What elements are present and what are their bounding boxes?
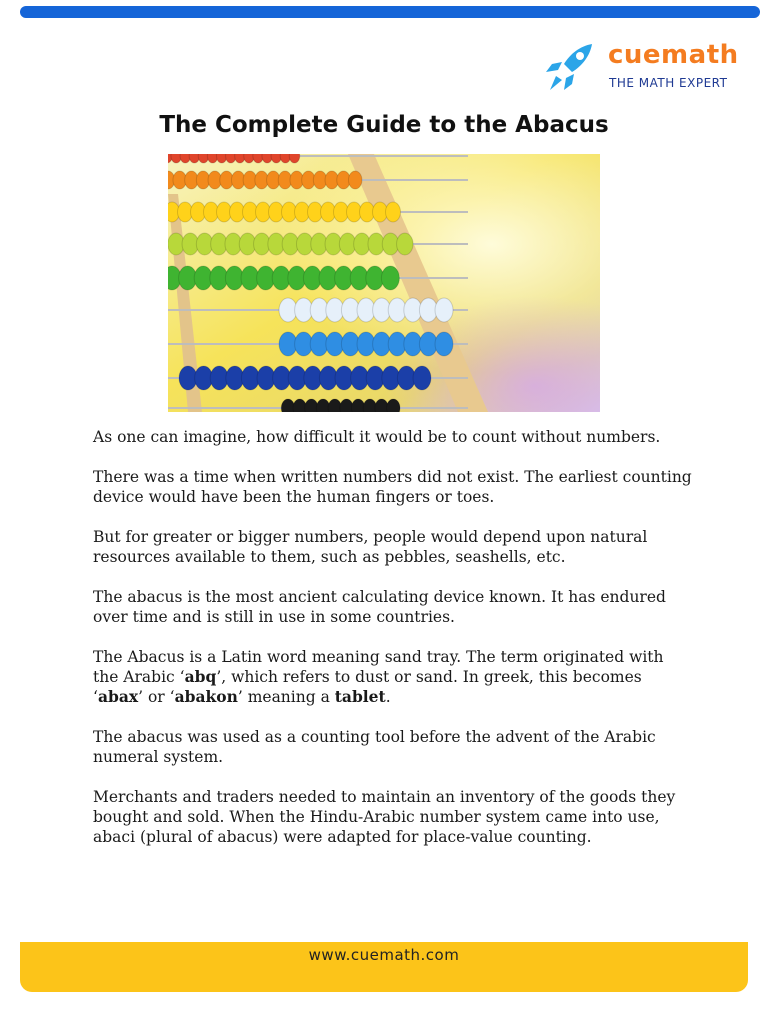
text-run: Merchants and traders needed to maintain an inventory of the goods they bought and sold. When the Hindu-Arabic number system came into use, abaci (plural of abacus) were adapted for place-value counting. (93, 788, 676, 846)
paragraph (93, 647, 693, 707)
paragraph (93, 727, 693, 767)
text-run: ’, which refers to dust or sand. In greek, this becomes ‘ (93, 668, 642, 706)
paragraph (93, 467, 693, 507)
abacus-bead (435, 332, 453, 356)
text-run: There was a time when written numbers did not exist. The earliest counting device would have been the human fingers or toes. (93, 468, 692, 506)
abacus-bead (397, 233, 414, 255)
bold-term: abq (184, 667, 217, 686)
paragraph (93, 527, 693, 567)
abacus-bead (435, 298, 453, 322)
abacus-bead (413, 366, 431, 390)
abacus-bead (289, 154, 300, 163)
rocket-icon (542, 42, 598, 94)
abacus-bead (381, 266, 399, 290)
text-run: . (385, 688, 391, 706)
text-run: As one can imagine, how difficult it would be to count without numbers. (93, 428, 661, 446)
abacus-photo (168, 154, 600, 412)
brand-logo (542, 40, 742, 100)
top-accent-bar (20, 6, 760, 18)
text-run: But for greater or bigger numbers, people would depend upon natural resources available to them, such as pebbles, seashells, etc. (93, 528, 648, 566)
text-run: ’ meaning a (237, 688, 335, 706)
paragraph (93, 787, 693, 847)
footer-bar (20, 942, 748, 992)
text-run: The abacus was used as a counting tool before the advent of the Arabic numeral system. (93, 728, 656, 766)
text-run: The Abacus is a Latin word meaning sand tray. The term originated with the Arabic ‘ (93, 648, 664, 686)
abacus-bead (348, 171, 362, 189)
bold-term: abax (97, 687, 139, 706)
abacus-bead (386, 202, 401, 222)
abacus-bead (387, 399, 401, 412)
text-run: The abacus is the most ancient calculating device known. It has endured over time and is still in use in some countries. (93, 588, 666, 626)
footer-url: www.cuemath.com (308, 946, 460, 964)
article-body (93, 427, 693, 867)
paragraph (93, 587, 693, 627)
bold-term: tablet (334, 687, 386, 706)
bold-term: abakon (174, 687, 238, 706)
brand-tagline: THE MATH EXPERT (609, 76, 728, 90)
brand-name: cuemath (608, 40, 739, 70)
paragraph (93, 427, 693, 447)
text-run: ’ or ‘ (138, 688, 175, 706)
page-title: The Complete Guide to the Abacus (159, 112, 609, 138)
